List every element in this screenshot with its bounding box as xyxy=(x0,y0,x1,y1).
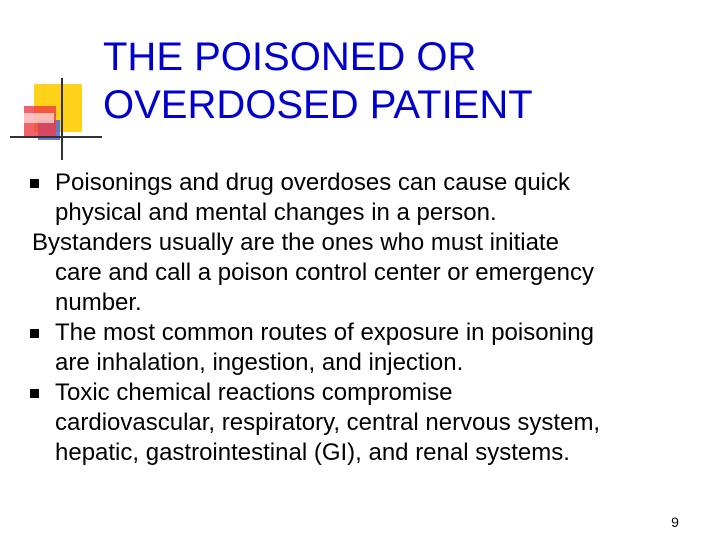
text-line: Toxic chemical reactions compromise xyxy=(55,379,453,406)
bullet-point xyxy=(32,168,708,228)
square-bullet-icon xyxy=(30,329,39,338)
plain-paragraph xyxy=(32,228,708,318)
slide-title xyxy=(103,33,703,129)
text-line: number. xyxy=(55,289,142,316)
text-line: care and call a poison control center or emergency xyxy=(55,259,594,286)
bullet-point xyxy=(32,378,708,468)
text-line: hepatic, gastrointestinal (GI), and renal systems. xyxy=(55,439,570,466)
page-number: 9 xyxy=(671,514,679,530)
text-line: Bystanders usually are the ones who must initiate xyxy=(32,229,559,256)
text-line: Poisonings and drug overdoses can cause quick xyxy=(55,169,570,196)
slide-body xyxy=(32,168,708,468)
decorative-logo xyxy=(0,0,110,170)
bullet-point xyxy=(32,318,708,378)
text-line: physical and mental changes in a person. xyxy=(55,199,497,226)
text-line: are inhalation, ingestion, and injection. xyxy=(55,349,464,376)
title-line: OVERDOSED PATIENT xyxy=(103,83,533,127)
square-bullet-icon xyxy=(30,389,39,398)
text-line: cardiovascular, respiratory, central nervous system, xyxy=(55,409,601,436)
logo-gloss xyxy=(8,113,54,123)
square-bullet-icon xyxy=(30,179,39,188)
text-line: The most common routes of exposure in poisoning xyxy=(55,319,594,346)
title-line: THE POISONED OR xyxy=(103,35,477,79)
